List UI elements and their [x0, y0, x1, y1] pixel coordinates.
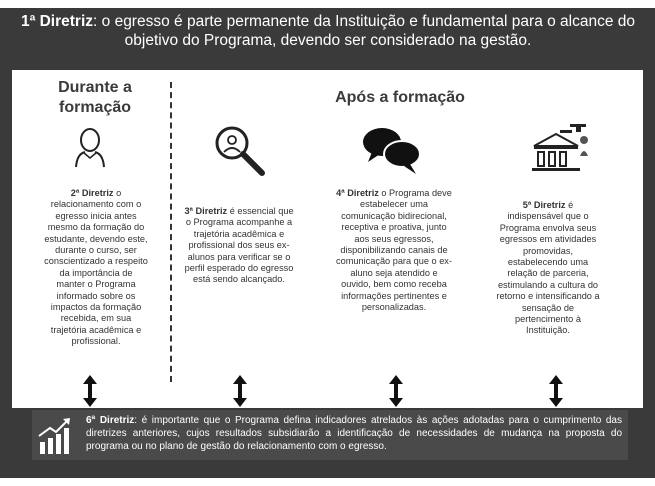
double-arrow-icon [388, 374, 404, 408]
header-1a-diretriz [14, 12, 642, 50]
bottom-strip [0, 478, 655, 486]
diretriz-2-label: 2ª Diretriz [70, 188, 114, 198]
dashed-divider [170, 82, 172, 382]
double-arrow-icon [82, 374, 98, 408]
diretriz-5-text [494, 200, 602, 337]
diretriz-3-label: 3ª Diretriz [184, 206, 228, 216]
diretriz-3-body: é essencial que o Programa acompanhe a trajetória acadêmica e profissional dos seus ex-alunos para verificar se o perfil esperado do egresso está sendo alcançado. [184, 206, 294, 285]
magnifier-icon [212, 124, 266, 176]
title-apos-formacao: Após a formação [335, 89, 465, 106]
chat-bubbles-icon [362, 124, 422, 176]
header-text: : o egresso é parte permanente da Instituição e fundamental para o alcance do objetivo do Programa, devendo ser considerado na gestão. [93, 13, 636, 49]
diretriz-6-body: : é importante que o Programa defina indicadores atrelados às ações adotadas para o cumprimento das diretrizes anteriores, cujos resultados subsidiarão a identificação de necessidades de mudança na proposta do programa ou no plano de gestão do relacionamento com o egresso. [86, 415, 622, 452]
institution-graduates-icon [530, 122, 592, 176]
double-arrow-icon [232, 374, 248, 408]
growth-chart-icon [36, 414, 76, 456]
header-bold: 1ª Diretriz [20, 13, 94, 30]
person-icon [74, 128, 106, 168]
diretriz-6-text [86, 414, 622, 453]
diretriz-6-box [32, 410, 628, 460]
diretriz-3-text [184, 206, 294, 286]
diretriz-4-body: o Programa deve estabelecer uma comunicação bidirecional, receptiva e proativa, junto aos seus egressos, disponibilizando canais de comunicação para que o ex-aluno seja atendido e ouvido, bem como receba informações pertinentes e personalizadas. [336, 188, 452, 313]
title-durante-formacao: Durante a formação [58, 79, 132, 116]
diretriz-6-label: 6ª Diretriz [86, 415, 135, 426]
diretriz-5-label: 5ª Diretriz [522, 200, 566, 210]
top-strip [0, 0, 655, 8]
diretriz-2-text [44, 188, 148, 348]
diretriz-2-body: o relacionamento com o egresso inicia antes mesmo da formação do estudante, devendo este, durante o curso, ser conscientizado a respeito da importância de manter o Programa informado sobre os impactos da formação recebida, em sua trajetória acadêmica e profissional. [44, 188, 148, 347]
diretriz-4-text [336, 188, 452, 313]
diretriz-4-label: 4ª Diretriz [336, 188, 379, 198]
double-arrow-icon [548, 374, 564, 408]
diretriz-5-body: é indispensável que o Programa envolva seus egressos em atividades promovidas, estabelecendo uma relação de parceria, estimulando a cultura do retorno e intensificando a sensação de pertencimento à Instituição. [496, 200, 600, 336]
